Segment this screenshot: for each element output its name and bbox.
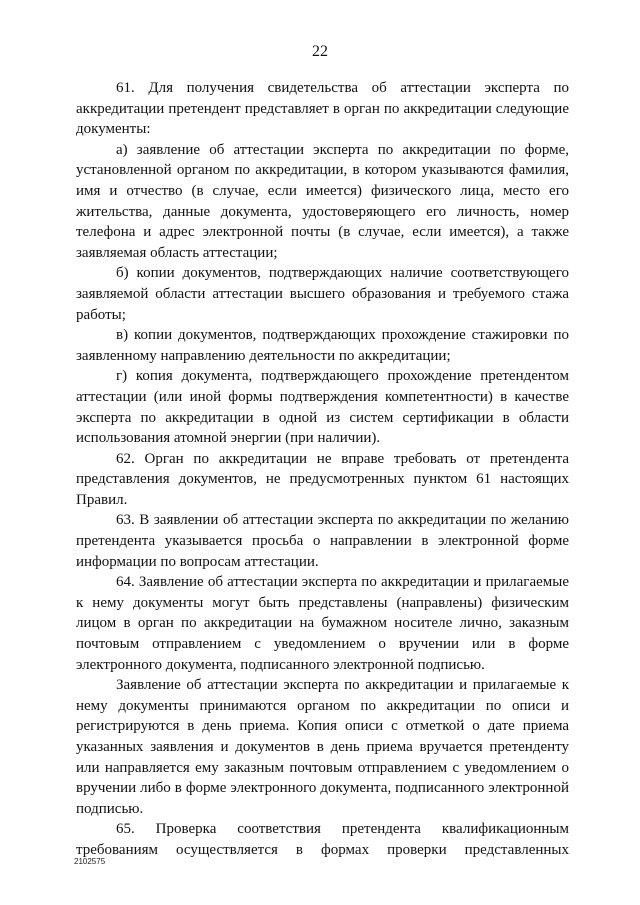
paragraph-62: 62. Орган по аккредитации не вправе требовать от претендента представления документов, не предусмотренных пунктом 61 настоящих Правил. <box>76 450 569 508</box>
paragraph-61-b: б) копии документов, подтверждающих наличие соответствующего заявляемой области аттестации высшего образования и требуемого стажа работы; <box>76 265 569 323</box>
paragraph-63: 63. В заявлении об аттестации эксперта по аккредитации по желанию претендента указывается просьба о направлении в электронной форме информации по вопросам аттестации. <box>76 512 569 570</box>
page-number: 22 <box>312 43 328 60</box>
paragraph-61-a: а) заявление об аттестации эксперта по аккредитации по форме, установленной органом по аккредитации, в котором указываются фамилия, имя и отчество (в случае, если имеется) физического лица, место его жительства, данные документа, удостоверяющего его личность, номер телефона и адрес электронной почты (в случае, если имеется), а также заявляемая область аттестации; <box>76 141 569 261</box>
document-body <box>76 78 569 861</box>
paragraph-65: 65. Проверка соответствия претендента квалификационным требованиям осуществляется в формах проверки представленных <box>76 821 569 858</box>
document-code: 2102575 <box>74 857 106 866</box>
paragraph-61-v: в) копии документов, подтверждающих прохождение стажировки по заявленному направлению деятельности по аккредитации; <box>76 327 569 364</box>
paragraph-64-continued: Заявление об аттестации эксперта по аккредитации и прилагаемые к нему документы принимаются органом по аккредитации по описи и регистрируются в день приема. Копия описи с отметкой о дате приема указанных заявления и документов в день приема вручается претенденту или направляется ему заказным почтовым отправлением с уведомлением о вручении либо в форме электронного документа, подписанного электронной подписью. <box>76 677 569 817</box>
paragraph-64: 64. Заявление об аттестации эксперта по аккредитации и прилагаемые к нему документы могут быть представлены (направлены) физическим лицом в орган по аккредитации на бумажном носителе лично, заказным почтовым отправлением с уведомлением о вручении или в форме электронного документа, подписанного электронной подписью. <box>76 574 569 673</box>
paragraph-61: 61. Для получения свидетельства об аттестации эксперта по аккредитации претендент представляет в орган по аккредитации следующие документы: <box>76 80 569 138</box>
paragraph-61-g: г) копия документа, подтверждающего прохождение претендентом аттестации (или иной формы подтверждения компетентности) в качестве эксперта по аккредитации в одной из систем сертификации в области использования атомной энергии (при наличии). <box>76 368 569 447</box>
